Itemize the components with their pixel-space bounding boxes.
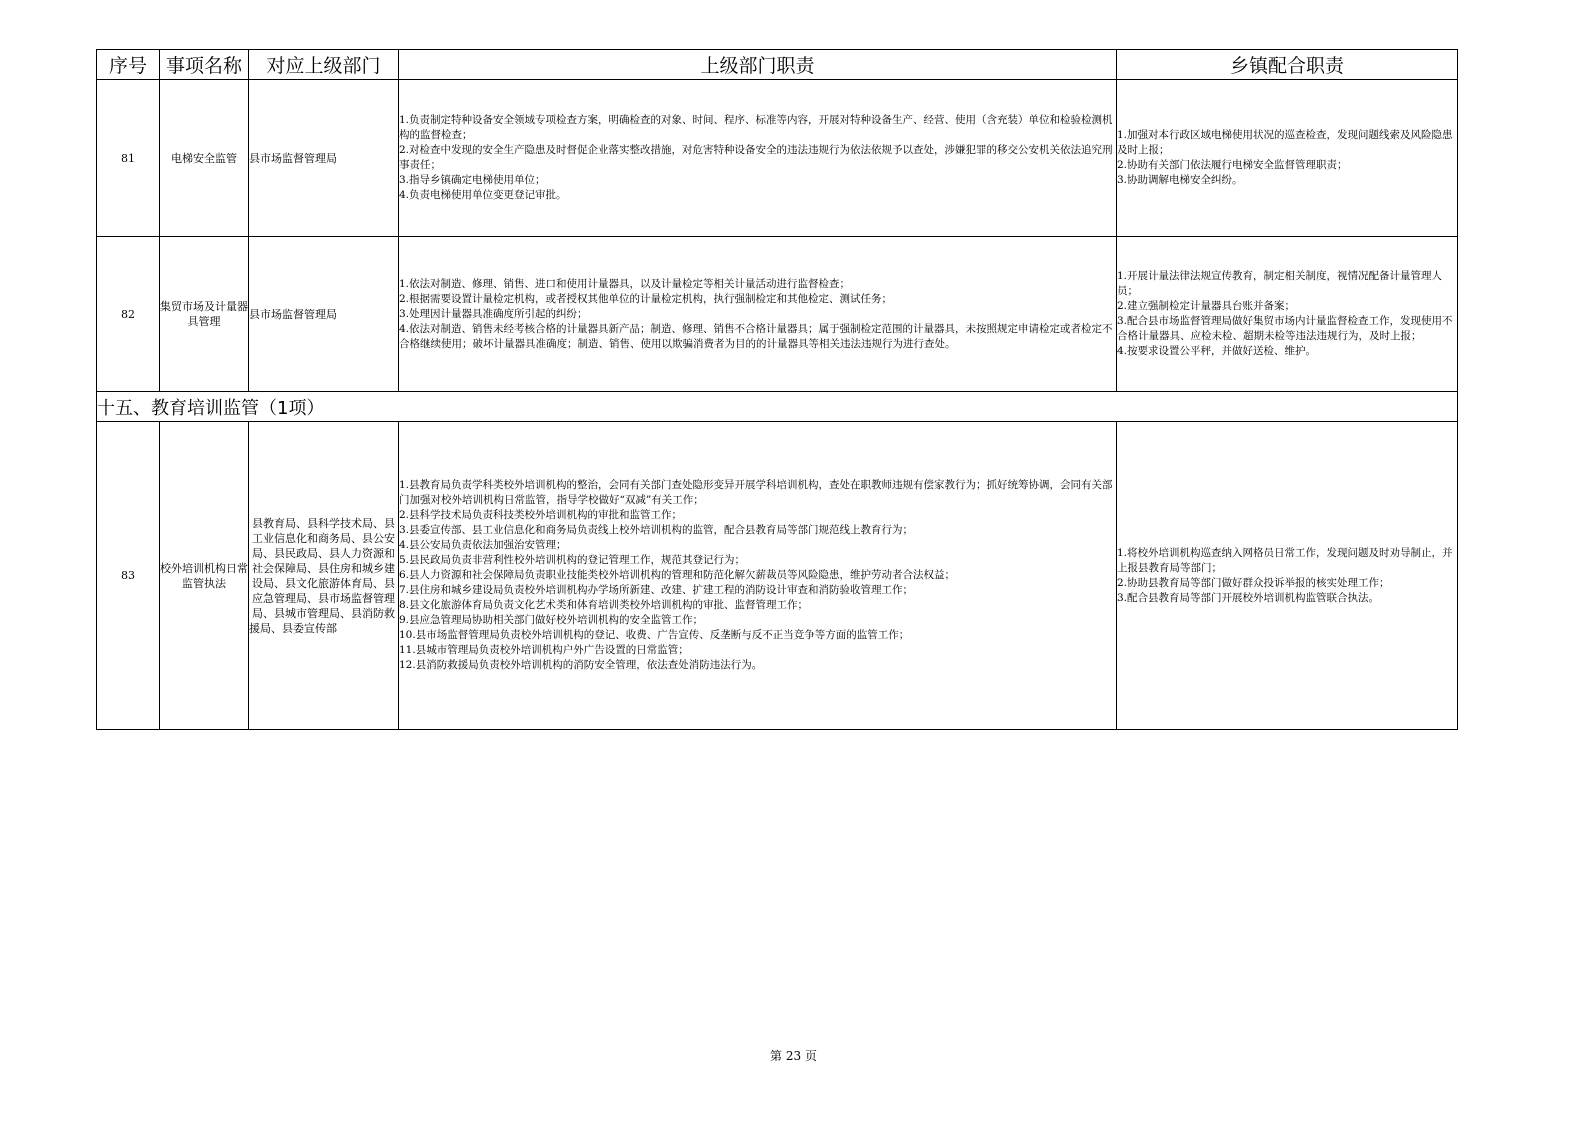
town-duty-item: 2.建立强制检定计量器具台账并备案； bbox=[1117, 300, 1296, 312]
town-duty-item: 1.将校外培训机构巡查纳入网格员日常工作，发现问题及时劝导制止，并上报县教育局等部门； bbox=[1117, 546, 1453, 574]
item-name: 电梯安全监管 bbox=[160, 80, 249, 237]
duty-item: 6.县人力资源和社会保障局负责职业技能类校外培训机构的管理和防范化解欠薪裁员等风险隐患，维护劳动者合法权益； bbox=[399, 569, 956, 581]
duty-item: 8.县文化旅游体育局负责文化艺术类和体育培训类校外培训机构的审批、监督管理工作； bbox=[399, 599, 809, 611]
header-town-duty: 乡镇配合职责 bbox=[1117, 50, 1458, 80]
row-number: 83 bbox=[97, 422, 160, 730]
duty-item: 5.县民政局负责非营利性校外培训机构的登记管理工作，规范其登记行为； bbox=[399, 554, 746, 566]
section-title: 十五、教育培训监管（1项） bbox=[97, 392, 1458, 422]
town-duty-item: 2.协助县教育局等部门做好群众投诉举报的核实处理工作； bbox=[1117, 576, 1390, 589]
town-duty-item: 3.协助调解电梯安全纠纷。 bbox=[1117, 174, 1243, 186]
town-duty-item: 3.配合县市场监督管理局做好集贸市场内计量监督检查工作，发现使用不合格计量器具、应检未检、超期未检等违法违规行为，及时上报； bbox=[1117, 315, 1453, 342]
town-duties bbox=[1117, 80, 1458, 237]
duty-item: 4.负责电梯使用单位变更登记审批。 bbox=[399, 189, 567, 201]
town-duty-item: 4.按要求设置公平秤，并做好送检、维护。 bbox=[1117, 345, 1317, 357]
responsibility-table bbox=[96, 49, 1458, 730]
item-name: 集贸市场及计量器具管理 bbox=[160, 237, 249, 392]
dept-duties bbox=[399, 237, 1117, 392]
duty-item: 3.处理因计量器具准确度所引起的纠纷； bbox=[399, 307, 588, 320]
header-dept: 对应上级部门 bbox=[249, 50, 399, 80]
town-duty-item: 2.协助有关部门依法履行电梯安全监督管理职责； bbox=[1117, 159, 1348, 171]
dept-name: 县市场监督管理局 bbox=[249, 80, 399, 237]
duty-item: 12.县消防救援局负责校外培训机构的消防安全管理，依法查处消防违法行为。 bbox=[399, 659, 763, 671]
dept-duties bbox=[399, 80, 1117, 237]
row-number: 82 bbox=[97, 237, 160, 392]
town-duty-item: 1.开展计量法律法规宣传教育，制定相关制度，视情况配备计量管理人员； bbox=[1117, 270, 1443, 297]
header-no: 序号 bbox=[97, 50, 160, 80]
town-duties bbox=[1117, 422, 1458, 730]
duty-item: 3.县委宣传部、县工业信息化和商务局负责线上校外培训机构的监管，配合县教育局等部门规范线上教育行为； bbox=[399, 524, 914, 536]
dept-duties bbox=[399, 422, 1117, 730]
section-row bbox=[97, 392, 1458, 422]
row-number: 81 bbox=[97, 80, 160, 237]
duty-item: 3.指导乡镇确定电梯使用单位； bbox=[399, 174, 546, 186]
item-name: 校外培训机构日常监管执法 bbox=[160, 422, 249, 730]
table-row bbox=[97, 422, 1458, 730]
town-duty-item: 1.加强对本行政区域电梯使用状况的巡查检查，发现问题线索及风险隐患及时上报； bbox=[1117, 129, 1453, 156]
duty-item: 4.县公安局负责依法加强治安管理； bbox=[399, 539, 567, 551]
duty-item: 2.根据需要设置计量检定机构，或者授权其他单位的计量检定机构，执行强制检定和其他检定、测试任务； bbox=[399, 292, 893, 305]
page-number: 第 23 页 bbox=[770, 1049, 817, 1063]
duty-item: 2.对检查中发现的安全生产隐患及时督促企业落实整改措施，对危害特种设备安全的违法违规行为依法依规予以查处，涉嫌犯罪的移交公安机关依法追究刑事责任； bbox=[399, 144, 1113, 171]
duty-item: 1.县教育局负责学科类校外培训机构的整治，会同有关部门查处隐形变异开展学科培训机构，查处在职教师违规有偿家教行为；抓好统筹协调，会同有关部门加强对校外培训机构日常监管，指导学校做好“双减”有关工作； bbox=[399, 479, 1113, 506]
duty-item: 4.依法对制造、销售未经考核合格的计量器具新产品；制造、修理、销售不合格计量器具；属于强制检定范围的计量器具，未按照规定申请检定或者检定不合格继续使用；破坏计量器具准确度；制造、销售、使用以欺骗消费者为目的的计量器具等相关违法违规行为进行查处。 bbox=[399, 322, 1113, 350]
table-row bbox=[97, 80, 1458, 237]
duty-item: 10.县市场监督管理局负责校外培训机构的登记、收费、广告宣传、反垄断与反不正当竞争等方面的监管工作； bbox=[399, 629, 910, 641]
header-item-name: 事项名称 bbox=[160, 50, 249, 80]
duty-item: 11.县城市管理局负责校外培训机构户外广告设置的日常监管； bbox=[399, 644, 689, 656]
table-header-row bbox=[97, 50, 1458, 80]
duty-item: 2.县科学技术局负责科技类校外培训机构的审批和监管工作； bbox=[399, 509, 683, 521]
duty-item: 9.县应急管理局协助相关部门做好校外培训机构的安全监管工作； bbox=[399, 614, 704, 626]
table-row bbox=[97, 237, 1458, 392]
duty-item: 1.负责制定特种设备安全领域专项检查方案，明确检查的对象、时间、程序、标准等内容，开展对特种设备生产、经营、使用（含充装）单位和检验检测机构的监督检查； bbox=[399, 114, 1113, 141]
duty-item: 7.县住房和城乡建设局负责校外培训机构办学场所新建、改建、扩建工程的消防设计审查和消防验收管理工作； bbox=[399, 584, 914, 596]
duty-item: 1.依法对制造、修理、销售、进口和使用计量器具，以及计量检定等相关计量活动进行监督检查； bbox=[399, 277, 851, 290]
dept-name: 县教育局、县科学技术局、县工业信息化和商务局、县公安局、县民政局、县人力资源和社会保障局、县住房和城乡建设局、县文化旅游体育局、县应急管理局、县市场监督管理局、县城市管理局、县消防救援局、县委宣传部 bbox=[249, 422, 399, 730]
dept-name: 县市场监督管理局 bbox=[249, 237, 399, 392]
town-duties bbox=[1117, 237, 1458, 392]
town-duty-item: 3.配合县教育局等部门开展校外培训机构监管联合执法。 bbox=[1117, 591, 1380, 604]
header-dept-duty: 上级部门职责 bbox=[399, 50, 1117, 80]
